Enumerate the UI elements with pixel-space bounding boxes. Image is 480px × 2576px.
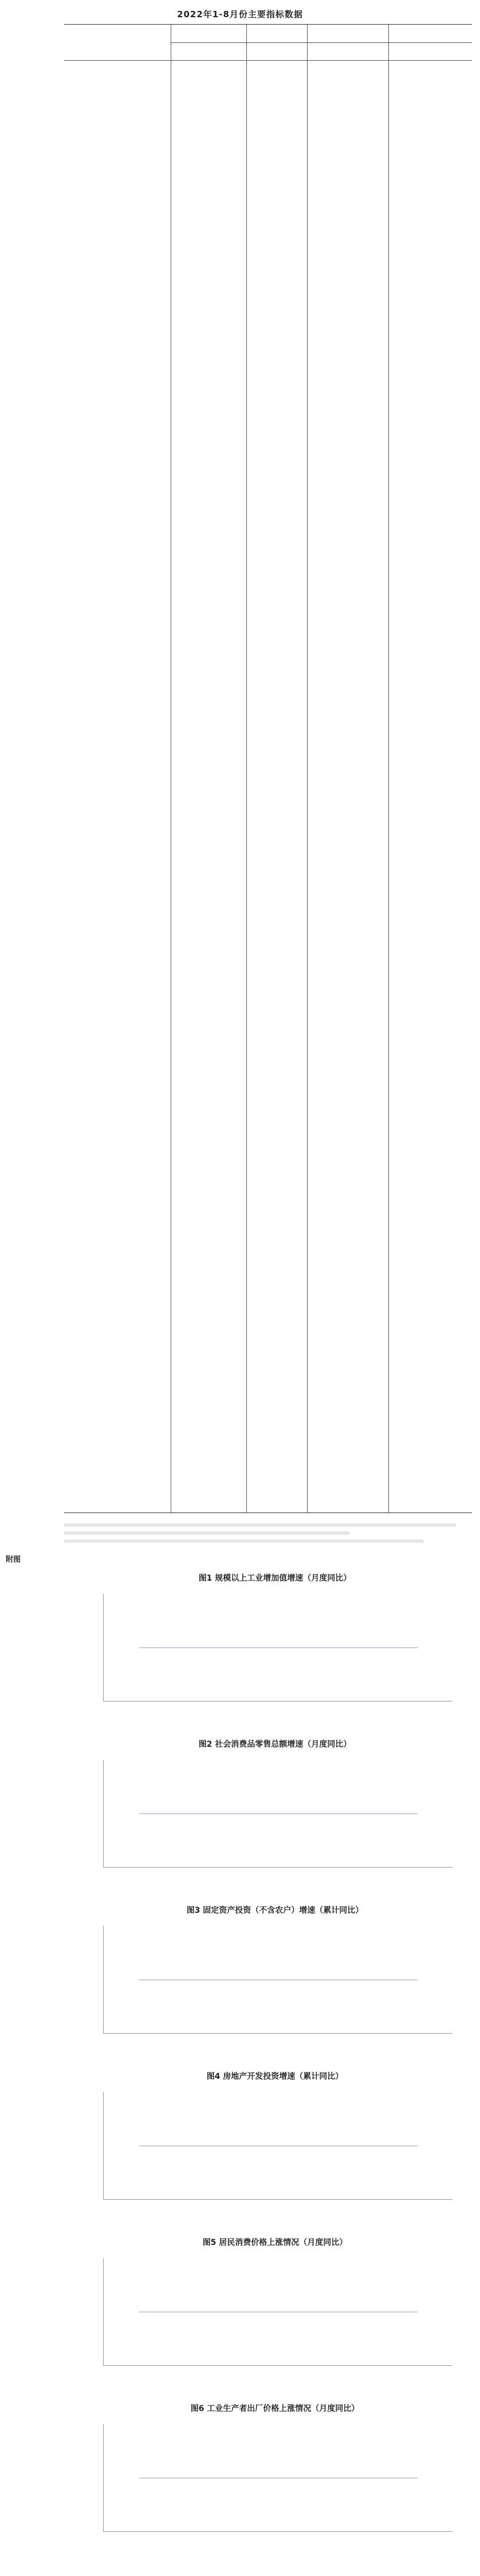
table-header-split <box>171 42 307 43</box>
chart-title: 图5 居民消费价格上涨情况（月度同比） <box>202 2238 348 2247</box>
chart-title: 图2 社会消费品零售总额增速（月度同比） <box>198 1740 352 1749</box>
chart-title: 图6 工业生产者出厂价格上涨情况（月度同比） <box>190 2404 360 2413</box>
series-placeholder <box>139 1647 418 1648</box>
chart-fixed-asset-investment <box>80 1904 470 2047</box>
plot-area <box>103 1760 453 1868</box>
series-placeholder <box>139 2145 418 2146</box>
plot-area <box>103 1926 453 2034</box>
annex-label: 附图 <box>6 1555 21 1564</box>
plot-area <box>103 2258 453 2366</box>
notes-line <box>64 1523 456 1527</box>
chart-real-estate-investment <box>80 2070 470 2213</box>
series-placeholder <box>139 1979 418 1980</box>
table-notes <box>64 1519 472 1549</box>
notes-line <box>64 1539 423 1543</box>
chart-consumer-prices <box>80 2236 470 2380</box>
chart-title: 图1 规模以上工业增加值增速（月度同比） <box>198 1574 352 1583</box>
series-placeholder <box>139 2311 418 2313</box>
chart-retail-sales <box>80 1738 470 1881</box>
table-header-split <box>307 42 472 43</box>
plot-area <box>103 2424 453 2532</box>
statistics-table <box>64 24 472 1513</box>
series-placeholder <box>139 2477 418 2479</box>
plot-area <box>103 2092 453 2200</box>
chart-title: 图3 固定资产投资（不含农户）增速（累计同比） <box>186 1906 364 1915</box>
chart-industrial-value-added <box>80 1572 470 1715</box>
table-column-divider <box>307 25 308 1512</box>
notes-line <box>64 1531 349 1535</box>
series-placeholder <box>139 1813 418 1814</box>
document-title: 2022年1-8月份主要指标数据 <box>177 9 303 19</box>
plot-area <box>103 1594 453 1701</box>
chart-producer-prices <box>80 2402 470 2546</box>
table-column-divider <box>388 25 389 1512</box>
table-column-divider <box>246 25 247 1512</box>
chart-title: 图4 房地产开发投资增速（累计同比） <box>206 2072 344 2081</box>
